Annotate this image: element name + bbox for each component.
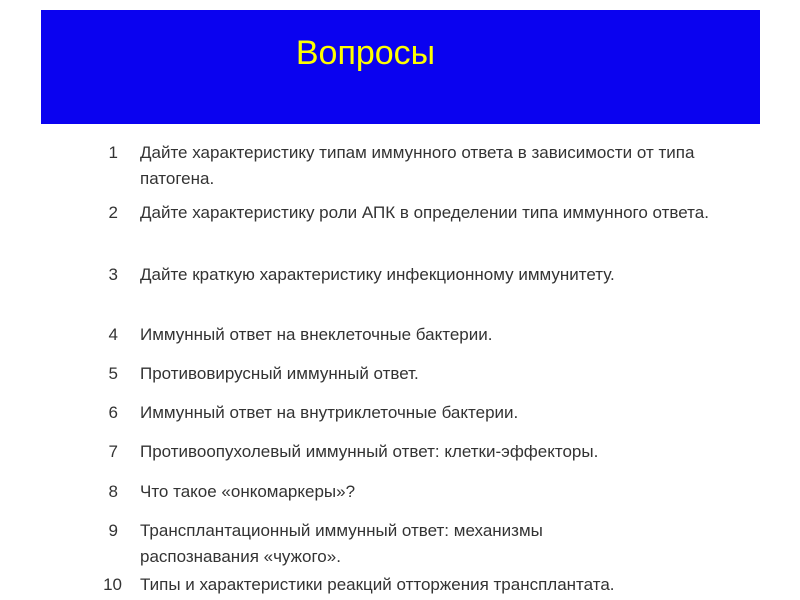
question-text: Противовирусный иммунный ответ. [140, 364, 419, 383]
question-text: Типы и характеристики реакций отторжения трансплантата. [140, 575, 615, 594]
question-text: Дайте краткую характеристику инфекционному иммунитету. [140, 265, 615, 284]
question-text: Иммунный ответ на внутриклеточные бактерии. [140, 403, 519, 422]
question-text: Трансплантационный иммунный ответ: механизмы распознавания «чужого». [140, 521, 543, 566]
question-number: 7 [108, 442, 118, 461]
question-text: Дайте характеристику типам иммунного ответа в зависимости от типа патогена. [140, 143, 695, 188]
question-number: 2 [108, 203, 118, 222]
question-number: 10 [103, 575, 122, 594]
question-text: Что такое «онкомаркеры»? [140, 482, 356, 501]
question-number: 8 [108, 482, 118, 501]
question-text: Дайте характеристику роли АПК в определении типа иммунного ответа. [140, 203, 709, 222]
question-number: 1 [108, 143, 118, 162]
question-text: Иммунный ответ на внеклеточные бактерии. [140, 325, 493, 344]
question-number: 5 [108, 364, 118, 383]
question-text: Противоопухолевый иммунный ответ: клетки-эффекторы. [140, 442, 599, 461]
question-number: 6 [108, 403, 118, 422]
question-number: 4 [108, 325, 118, 344]
question-number: 3 [108, 265, 118, 284]
slide-title: Вопросы [295, 34, 436, 72]
question-number: 9 [108, 521, 118, 540]
